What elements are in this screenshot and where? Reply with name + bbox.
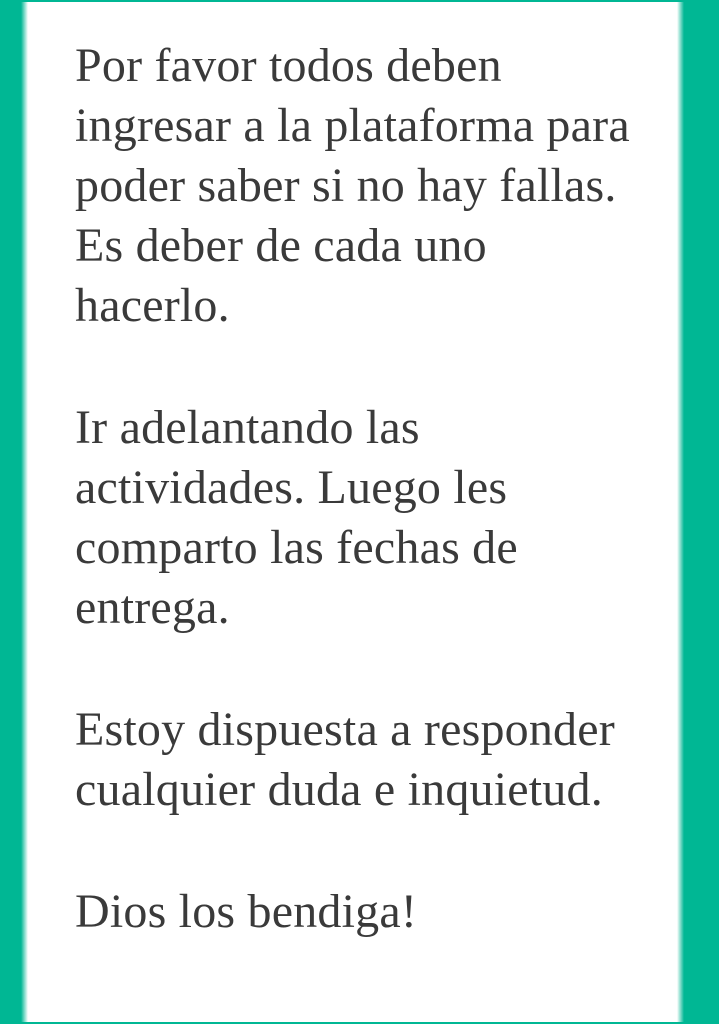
paragraph-platform-reminder: [75, 36, 671, 336]
text-line: Dios los bendiga!: [75, 885, 418, 938]
text-line: poder saber si no hay fallas.: [75, 159, 617, 212]
message-body: [75, 36, 671, 942]
text-line: Ir adelantando las: [75, 401, 420, 454]
text-line: entrega.: [75, 581, 230, 634]
paragraph-blessing: [75, 882, 671, 942]
frame-right-bar: [677, 0, 719, 1024]
paragraph-activities: [75, 398, 671, 638]
frame-top-edge: [0, 0, 719, 2]
frame-left-bar: [0, 0, 28, 1024]
text-line: ingresar a la plataforma para: [75, 99, 630, 152]
text-line: Es deber de cada uno: [75, 219, 487, 272]
text-line: hacerlo.: [75, 279, 230, 332]
text-line: cualquier duda e inquietud.: [75, 763, 603, 816]
text-line: actividades. Luego les: [75, 461, 508, 514]
text-line: Por favor todos deben: [75, 39, 502, 92]
text-line: Estoy dispuesta a responder: [75, 703, 615, 756]
text-line: comparto las fechas de: [75, 521, 518, 574]
paragraph-questions: [75, 700, 671, 820]
